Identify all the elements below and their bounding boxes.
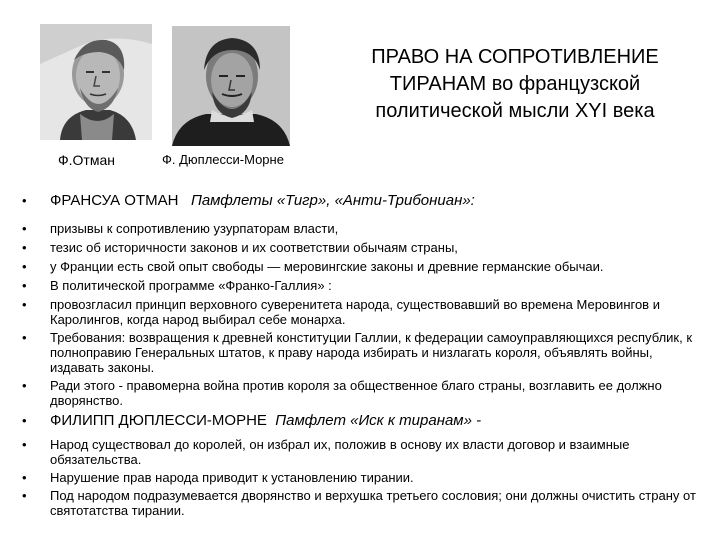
bullet-icon: • [22, 278, 27, 293]
list-item-text: Нарушение прав народа приводит к установлению тирании. [50, 470, 414, 485]
list-item-text: Ради этого - правомерна война против короля за общественное благо страны, возглавить ее должно дворянство. [50, 378, 662, 408]
engraved-portrait-hotman-icon [40, 24, 152, 140]
list-item [20, 278, 710, 293]
bullet-icon: • [22, 413, 27, 428]
section-duplessis-heading [20, 412, 710, 430]
duplessis-works: Памфлет «Иск к тиранам» - [275, 412, 482, 429]
bullet-icon: • [22, 378, 27, 393]
hotman-works: Памфлеты «Тигр», «Анти-Трибониан»: [190, 192, 475, 209]
bullet-icon: • [22, 488, 27, 503]
bullet-icon: • [22, 437, 27, 452]
section-hotman-heading [20, 192, 710, 210]
slide-content [20, 192, 710, 521]
bullet-icon: • [22, 221, 27, 236]
list-item [20, 437, 710, 467]
list-item-text: Требования: возвращения к древней конституции Галлии, к федерации самоуправляющихся республик, к полноправию Генеральных штатов, к праву народа избирать и низлагать короля, объявлять войны, издавать законы. [50, 330, 693, 375]
duplessis-mornay-caption: Ф. Дюплесси-Морне [162, 152, 284, 167]
list-item [20, 330, 710, 375]
list-item [20, 240, 710, 255]
hotman-portrait [40, 24, 152, 140]
list-item-text: В политической программе «Франко-Галлия» : [50, 278, 332, 293]
list-item-text: тезис об историчности законов и их соответствии обычаям страны, [50, 240, 458, 255]
bullet-icon: • [22, 297, 27, 312]
engraved-portrait-duplessis-mornay-icon [172, 26, 290, 146]
bullet-icon: • [22, 259, 27, 274]
list-item [20, 221, 710, 236]
bullet-icon: • [22, 193, 27, 208]
hotman-caption: Ф.Отман [58, 152, 115, 168]
list-item-text: Народ существовал до королей, он избрал их, положив в основу их власти договор и взаимные обязательства. [50, 437, 630, 467]
bullet-icon: • [22, 240, 27, 255]
list-item-text: у Франции есть свой опыт свободы — меровингские законы и древние германские обычаи. [50, 259, 604, 274]
hotman-author: ФРАНСУА ОТМАН [50, 192, 179, 209]
list-item-text: провозгласил принцип верховного суверенитета народа, существовавший во времена Меровингов и Каролингов, когда народ выбирал себе монарха. [50, 297, 660, 327]
bullet-icon: • [22, 470, 27, 485]
duplessis-author: ФИЛИПП ДЮПЛЕССИ-МОРНЕ [50, 412, 267, 429]
bullet-icon: • [22, 330, 27, 345]
list-item [20, 470, 710, 485]
list-item [20, 259, 710, 274]
duplessis-mornay-portrait [172, 26, 290, 146]
list-item [20, 488, 710, 518]
list-item [20, 378, 710, 408]
list-item-text: призывы к сопротивлению узурпаторам власти, [50, 221, 339, 236]
list-item-text: Под народом подразумевается дворянство и верхушка третьего сословия; они должны очистить страну от святотатства тирании. [50, 488, 696, 518]
slide-title: ПРАВО НА СОПРОТИВЛЕНИЕ ТИРАНАМ во французской политической мысли XYI века [371, 46, 659, 122]
list-item [20, 297, 710, 327]
